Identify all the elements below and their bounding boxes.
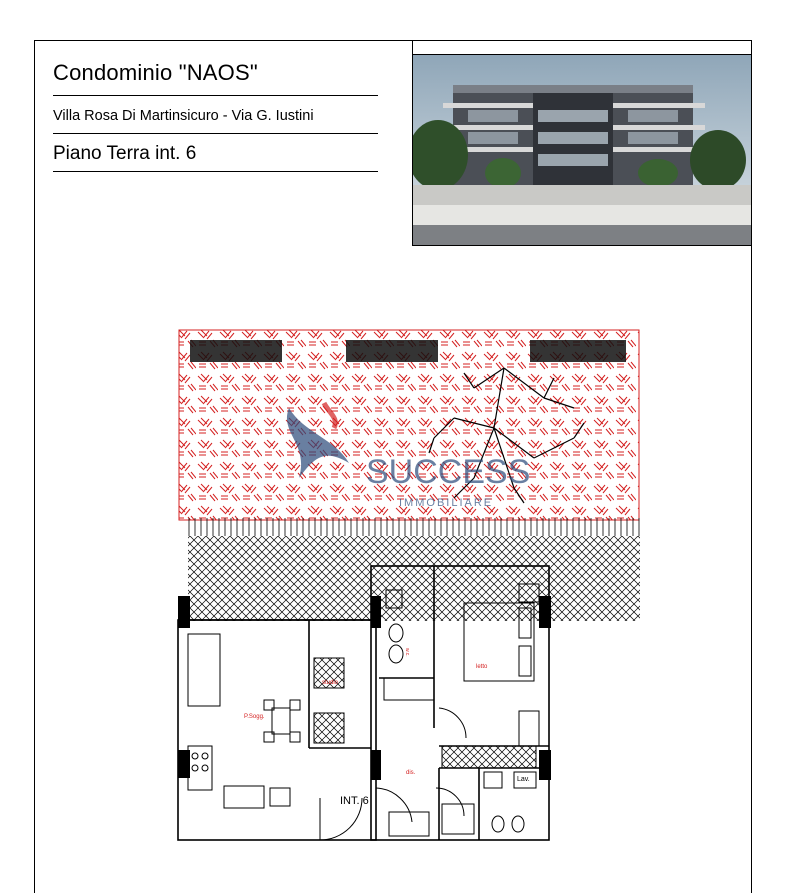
title-underline bbox=[53, 95, 378, 96]
project-address: Villa Rosa Di Martinsicuro - Via G. Iustini bbox=[53, 108, 314, 124]
photo-frame-line bbox=[412, 40, 413, 54]
dining-table-icon bbox=[264, 700, 300, 742]
hedge-left bbox=[190, 340, 282, 362]
room-label-bedroom: letto bbox=[476, 664, 488, 670]
sofa-icon bbox=[188, 634, 220, 706]
kitchen-counter-icon bbox=[188, 746, 290, 808]
patio-area bbox=[188, 536, 640, 621]
watermark-brand: SUCCESS bbox=[366, 453, 531, 491]
paving-strip bbox=[188, 518, 640, 536]
room-label-wc: w.c. bbox=[404, 648, 410, 657]
floor-plan bbox=[174, 328, 644, 850]
hedge-right bbox=[530, 340, 626, 362]
watermark-sub: IMMOBILIARE bbox=[399, 497, 494, 509]
study-desk bbox=[314, 713, 344, 743]
room-label-laundry: Lav. bbox=[517, 776, 530, 783]
room-label-hall: dis. bbox=[406, 770, 416, 776]
bathroom-fixtures bbox=[389, 772, 536, 836]
entry-label: INT. 6 bbox=[340, 795, 369, 807]
room-label-living: P.Sogg. bbox=[244, 714, 265, 720]
project-title: Condominio "NAOS" bbox=[53, 60, 258, 85]
unit-label: Piano Terra int. 6 bbox=[53, 143, 197, 164]
address-underline bbox=[53, 133, 378, 134]
wardrobe bbox=[442, 746, 536, 768]
hedge-middle bbox=[346, 340, 438, 362]
unit-underline bbox=[53, 171, 378, 172]
building-rendering bbox=[412, 54, 752, 246]
room-label-study: studio bbox=[322, 680, 339, 686]
